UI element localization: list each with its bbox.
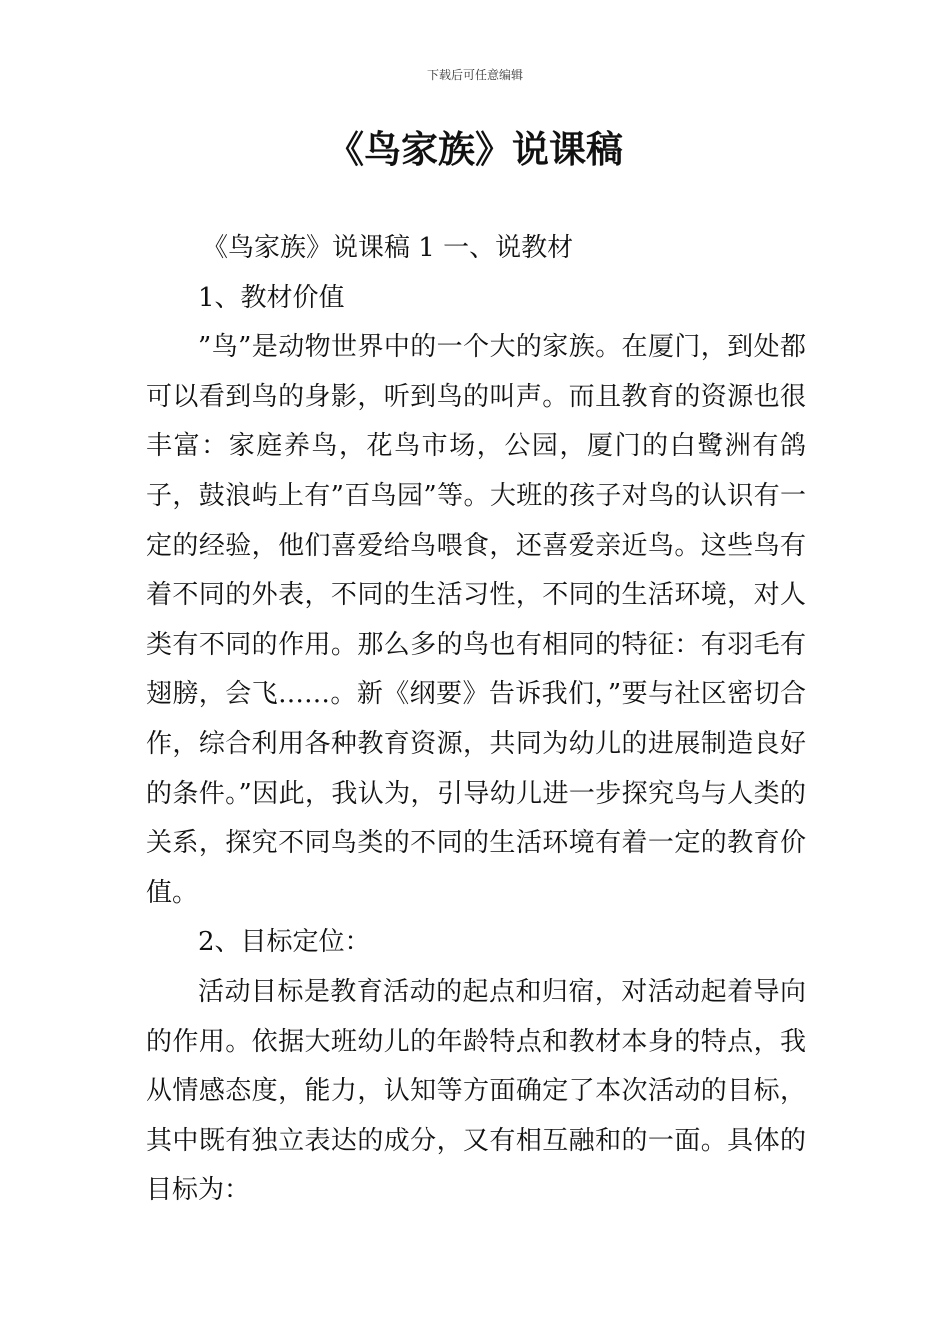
document-body [146,224,806,1216]
subsection-heading-goal-positioning: 2、目标定位： [198,927,371,958]
paragraph-goal-positioning: 活动目标是教育活动的起点和归宿，对活动起着导向的作用。依据大班幼儿的年龄特点和教材本身的特点，我从情感态度，能力，认知等方面确定了本次活动的目标，其中既有独立表达的成分，又有相互融和的一面。具体的目标为： [146,976,806,1206]
document-title: 《鸟家族》说课稿 [327,128,623,171]
header-note: 下载后可任意编辑 [426,68,523,82]
subsection-heading-teaching-value: 1、教材价值 [198,282,345,313]
paragraph-teaching-value: ”鸟”是动物世界中的一个大的家族。在厦门，到处都可以看到鸟的身影，听到鸟的叫声。而且教育的资源也很丰富：家庭养鸟，花鸟市场，公园，厦门的白鹭洲有鸽子，鼓浪屿上有”百鸟园”等。大班的孩子对鸟的认识有一定的经验，他们喜爱给鸟喂食，还喜爱亲近鸟。这些鸟有着不同的外表，不同的生活习性，不同的生活环境，对人类有不同的作用。那么多的鸟也有相同的特征：有羽毛有翅膀，会飞……。新《纲要》告诉我们，”要与社区密切合作，综合利用各种教育资源，共同为幼儿的进展制造良好的条件。”因此，我认为，引导幼儿进一步探究鸟与人类的关系，探究不同鸟类的不同的生活环境有着一定的教育价值。 [146,332,806,908]
section-heading: 《鸟家族》说课稿 1 一、说教材 [202,233,574,263]
